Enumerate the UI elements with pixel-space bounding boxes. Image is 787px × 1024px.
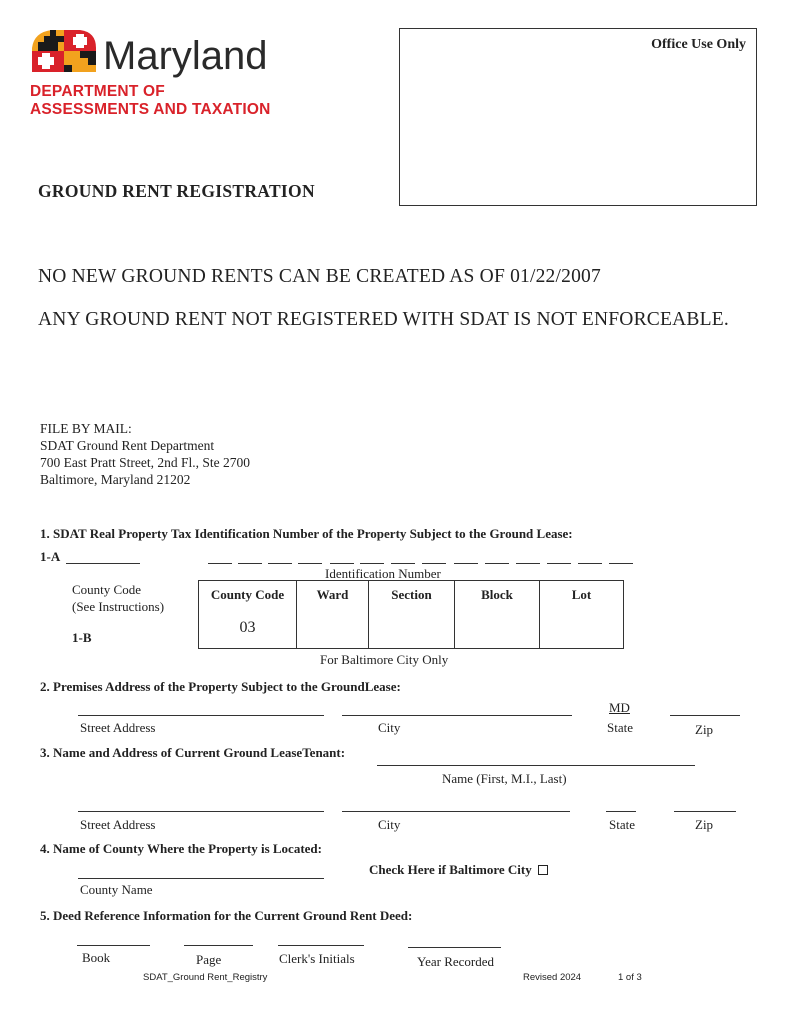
mail-line-2: 700 East Pratt Street, 2nd Fl., Ste 2700 <box>40 455 250 470</box>
tenant-name-label: Name (First, M.I., Last) <box>442 771 567 786</box>
label-1b: 1-B <box>72 630 92 645</box>
footer-page-number: 1 of 3 <box>618 972 642 983</box>
baltimore-city-checkbox-row[interactable] <box>369 862 548 878</box>
identification-number-label: Identification Number <box>325 566 441 581</box>
deed-page-line[interactable] <box>184 945 253 946</box>
premises-zip-label: Zip <box>695 722 714 737</box>
table-header: Section <box>391 587 432 602</box>
deed-clerk-initials-label: Clerk's Initials <box>279 951 355 966</box>
id-digit-blank[interactable] <box>208 563 232 564</box>
baltimore-city-checkbox[interactable] <box>538 865 548 875</box>
id-digit-blank[interactable] <box>422 563 446 564</box>
mail-line-1: SDAT Ground Rent Department <box>40 438 215 453</box>
tenant-city-line[interactable] <box>342 811 570 812</box>
footer-form-name: SDAT_Ground Rent_Registry <box>143 972 268 983</box>
deed-page-label: Page <box>196 952 222 967</box>
premises-zip-line[interactable] <box>670 715 740 716</box>
premises-state-value: MD <box>609 700 630 715</box>
office-use-label: Office Use Only <box>651 37 746 52</box>
table-cell-block[interactable] <box>455 581 540 648</box>
notice-not-enforceable: ANY GROUND RENT NOT REGISTERED WITH SDAT IS NOT ENFORCEABLE. <box>38 309 729 330</box>
table-header: Block <box>481 587 513 602</box>
deed-year-recorded-label: Year Recorded <box>417 954 495 969</box>
table-cell-section[interactable] <box>369 581 455 648</box>
baltimore-city-id-table <box>198 580 624 649</box>
deed-clerk-initials-line[interactable] <box>278 945 364 946</box>
tenant-street-line[interactable] <box>78 811 324 812</box>
check-baltimore-city-label: Check Here if Baltimore City <box>369 862 532 877</box>
tenant-state-line[interactable] <box>606 811 636 812</box>
id-digit-blank[interactable] <box>516 563 540 564</box>
question-3-title: 3. Name and Address of Current Ground LeaseTenant: <box>40 745 346 760</box>
premises-state-label: State <box>607 720 633 735</box>
form-title: GROUND RENT REGISTRATION <box>38 181 315 201</box>
tenant-state-label: State <box>609 817 635 832</box>
tenant-city-label: City <box>378 817 401 832</box>
county-code-input-line[interactable] <box>66 563 140 564</box>
id-digit-blank[interactable] <box>360 563 384 564</box>
id-digit-blank[interactable] <box>547 563 571 564</box>
id-digit-blank[interactable] <box>268 563 292 564</box>
mail-line-3: Baltimore, Maryland 21202 <box>40 472 191 487</box>
question-5-title: 5. Deed Reference Information for the Current Ground Rent Deed: <box>40 908 413 923</box>
premises-city-line[interactable] <box>342 715 572 716</box>
tenant-zip-line[interactable] <box>674 811 736 812</box>
baltimore-only-note: For Baltimore City Only <box>320 652 449 667</box>
mail-heading: FILE BY MAIL: <box>40 421 132 436</box>
table-header: County Code <box>210 587 285 602</box>
table-cell-county-code[interactable] <box>199 581 297 648</box>
premises-city-label: City <box>378 720 401 735</box>
id-digit-blank[interactable] <box>485 563 509 564</box>
question-4-title: 4. Name of County Where the Property is Located: <box>40 841 322 856</box>
tenant-zip-label: Zip <box>695 817 714 832</box>
maryland-flag-logo <box>30 28 98 74</box>
maryland-wordmark: Maryland <box>103 34 268 78</box>
id-digit-blank[interactable] <box>454 563 478 564</box>
tenant-name-line[interactable] <box>377 765 695 766</box>
id-digit-blank[interactable] <box>330 563 354 564</box>
id-digit-blank[interactable] <box>298 563 322 564</box>
id-digit-blank[interactable] <box>609 563 633 564</box>
premises-street-line[interactable] <box>78 715 324 716</box>
deed-book-line[interactable] <box>77 945 150 946</box>
deed-year-recorded-line[interactable] <box>408 947 501 948</box>
county-name-line[interactable] <box>78 878 324 879</box>
question-2-title: 2. Premises Address of the Property Subject to the GroundLease: <box>40 679 401 694</box>
table-cell-lot[interactable] <box>540 581 623 648</box>
id-digit-blank[interactable] <box>578 563 602 564</box>
label-1a: 1-A <box>40 549 61 564</box>
table-header: Lot <box>571 587 592 602</box>
table-cell-ward[interactable] <box>297 581 369 648</box>
id-digit-blank[interactable] <box>238 563 262 564</box>
tenant-street-label: Street Address <box>80 817 156 832</box>
department-line-1: DEPARTMENT OF <box>30 83 165 100</box>
premises-street-label: Street Address <box>80 720 156 735</box>
county-name-label: County Name <box>80 882 153 897</box>
footer-revised: Revised 2024 <box>523 972 582 983</box>
department-line-2: ASSESSMENTS AND TAXATION <box>30 101 271 118</box>
id-digit-blank[interactable] <box>391 563 415 564</box>
see-instructions-label: (See Instructions) <box>72 599 165 614</box>
county-code-label: County Code <box>72 582 141 597</box>
county-code-value: 03 <box>239 619 256 636</box>
deed-book-label: Book <box>82 950 111 965</box>
office-use-box <box>399 28 757 206</box>
notice-no-new-ground-rents: NO NEW GROUND RENTS CAN BE CREATED AS OF 01/22/2007 <box>38 266 601 287</box>
table-header: Ward <box>316 587 349 602</box>
question-1-title: 1. SDAT Real Property Tax Identification Number of the Property Subject to the Ground Lease: <box>40 526 573 541</box>
